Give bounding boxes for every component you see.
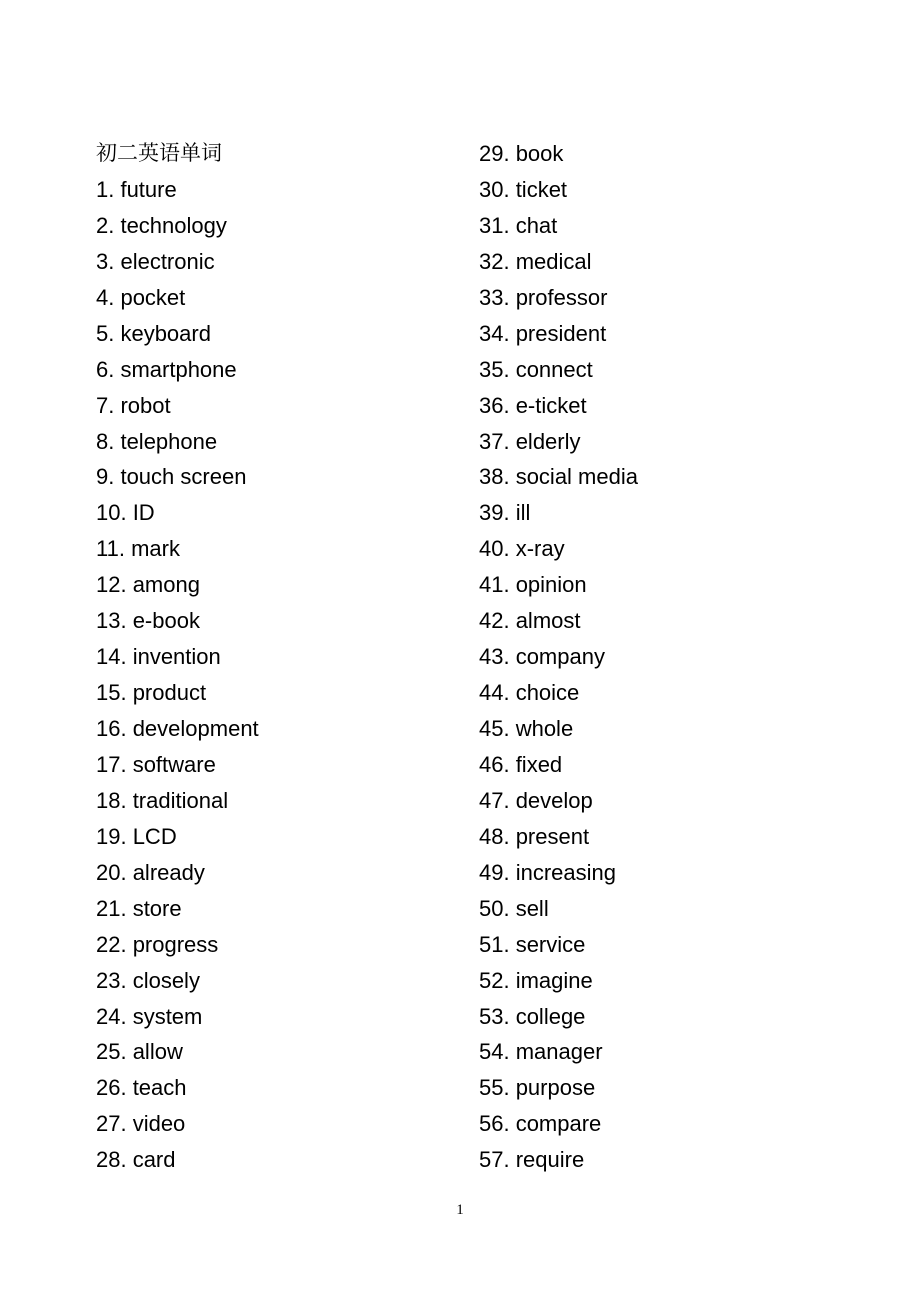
word-item: 35. connect [479,356,593,382]
word-list-right [479,136,638,1178]
word-item: 4. pocket [96,284,186,310]
word-item: 49. increasing [479,859,616,885]
word-item: 54. manager [479,1039,603,1065]
word-item: 10. ID [96,500,155,526]
word-item: 36. e-ticket [479,392,587,418]
word-item: 45. whole [479,716,574,741]
word-item: 38. social media [479,464,638,490]
word-item: 51. service [479,931,586,957]
word-item: 5. keyboard [96,320,211,346]
word-item: 56. compare [479,1111,602,1137]
word-item: 32. medical [479,248,592,274]
word-item: 28. card [96,1147,176,1173]
word-list-left [96,136,259,1178]
word-item: 30. ticket [479,176,568,202]
word-item: 16. development [96,716,259,741]
word-item: 12. among [96,572,200,598]
word-item: 43. company [479,644,605,670]
word-item: 40. x-ray [479,536,565,562]
word-item: 44. choice [479,680,580,706]
word-item: 7. robot [96,392,171,418]
word-item: 13. e-book [96,608,200,634]
word-item: 52. imagine [479,967,593,993]
word-item: 17. software [96,751,216,777]
word-item: 33. professor [479,284,608,310]
word-item: 24. system [96,1003,203,1029]
word-item: 8. telephone [96,428,218,454]
word-item: 42. almost [479,608,581,634]
word-item: 1. future [96,176,177,202]
word-item: 55. purpose [479,1075,596,1101]
word-item: 48. present [479,823,590,849]
word-item: 18. traditional [96,787,229,813]
word-item: 53. college [479,1003,586,1029]
word-item: 37. elderly [479,428,581,454]
word-item: 22. progress [96,931,219,957]
word-item: 26. teach [96,1075,187,1101]
document-title: 初二英语单词 [96,141,222,165]
word-item: 47. develop [479,787,593,813]
word-item: 15. product [96,680,207,706]
word-item: 14. invention [96,644,221,670]
word-item: 31. chat [479,212,558,238]
word-item: 41. opinion [479,572,587,598]
word-item: 20. already [96,859,205,885]
word-item: 34. president [479,320,607,346]
word-item: 9. touch screen [96,464,247,490]
word-item: 6. smartphone [96,356,237,382]
word-item: 21. store [96,895,182,921]
word-item: 50. sell [479,895,549,921]
word-item: 25. allow [96,1039,183,1065]
word-item: 57. require [479,1147,585,1173]
word-item: 11. mark [96,536,180,562]
word-item: 46. fixed [479,751,563,777]
word-item: 19. LCD [96,823,177,849]
word-item: 27. video [96,1111,186,1137]
page-number: 1 [456,1202,464,1218]
word-item: 23. closely [96,967,200,993]
word-item: 2. technology [96,212,227,238]
word-item: 29. book [479,141,564,166]
word-item: 39. ill [479,500,531,526]
word-item: 3. electronic [96,248,215,274]
